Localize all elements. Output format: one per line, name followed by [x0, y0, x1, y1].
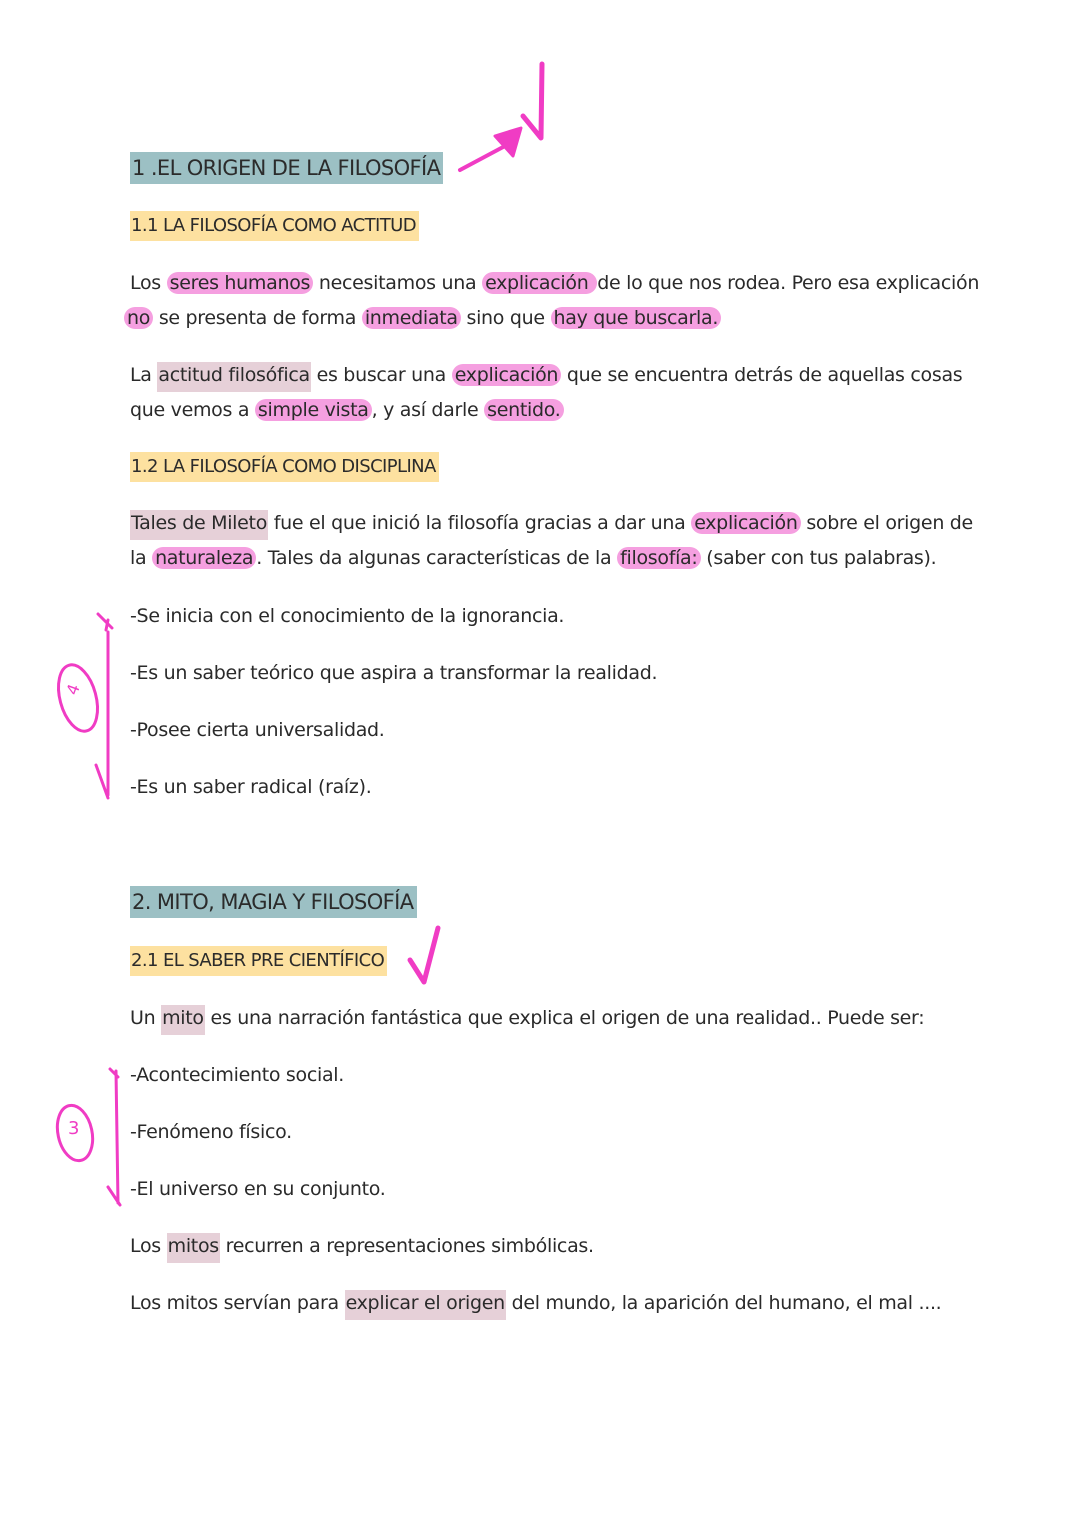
paragraph-line: [130, 506, 973, 541]
text-run: del mundo, la aparición del humano, el mal ....: [505, 1292, 942, 1314]
text-run: recurren a representaciones simbólicas.: [219, 1235, 594, 1257]
text-run: Los: [130, 1235, 167, 1257]
section-2-heading: 2. MITO, MAGIA Y FILOSOFÍA: [130, 886, 417, 918]
highlighted-term: no: [124, 307, 153, 329]
text-run: necesitamos una: [313, 272, 483, 294]
highlighted-term: inmediata: [362, 307, 461, 329]
text-run: sobre el origen de: [800, 512, 973, 534]
highlighted-term: hay que buscarla.: [551, 307, 722, 329]
text-run: es buscar una: [310, 364, 452, 386]
paragraph-line: [130, 1229, 594, 1264]
highlighted-term: mitos: [167, 1233, 220, 1263]
annotation-count-4: 4: [62, 681, 84, 698]
section-1-heading: 1 .EL ORIGEN DE LA FILOSOFÍA: [130, 152, 443, 184]
text-run: Los: [130, 272, 167, 294]
list-item: -Se inicia con el conocimiento de la ignorancia.: [130, 605, 565, 627]
text-run: , y así darle: [371, 399, 485, 421]
highlighted-term: actitud filosófica: [157, 362, 310, 392]
text-run: se presenta de forma: [153, 307, 362, 329]
highlighted-term: simple vista: [255, 399, 372, 421]
list-item: -Es un saber teórico que aspira a transformar la realidad.: [130, 662, 658, 684]
highlighted-term: explicación: [482, 272, 597, 294]
text-run: que se encuentra detrás de aquellas cosas: [561, 364, 963, 386]
text-run: La: [130, 364, 158, 386]
paragraph-line: [130, 358, 962, 393]
highlighted-term: mito: [161, 1005, 205, 1035]
highlighted-term: explicar el origen: [345, 1290, 506, 1320]
text-run: fue el que inició la filosofía gracias a dar una: [268, 512, 692, 534]
paragraph-line: [130, 266, 979, 301]
bracket-annotation-icon: [50, 1065, 125, 1210]
list-item: -El universo en su conjunto.: [130, 1178, 386, 1200]
text-run: de lo que nos rodea. Pero esa explicación: [597, 272, 980, 294]
annotation-count-3: 3: [68, 1118, 80, 1139]
highlighted-term: explicación: [691, 512, 800, 534]
highlighted-term: naturaleza: [152, 547, 256, 569]
arrow-check-annotation-icon: [455, 58, 555, 178]
subsection-1-1-heading: 1.1 LA FILOSOFÍA COMO ACTITUD: [130, 211, 419, 241]
highlighted-term: seres humanos: [167, 272, 314, 294]
paragraph-line: [130, 541, 936, 576]
paragraph-line: [130, 393, 564, 428]
bracket-annotation-icon: [50, 610, 125, 805]
text-run: es una narración fantástica que explica el origen de una realidad.. Puede ser:: [204, 1007, 925, 1029]
paragraph-line: [130, 1001, 924, 1036]
text-run: . Tales da algunas características de la: [256, 547, 618, 569]
highlighted-term: explicación: [452, 364, 561, 386]
check-annotation-icon: [400, 920, 450, 990]
list-item: -Es un saber radical (raíz).: [130, 776, 372, 798]
list-item: -Fenómeno físico.: [130, 1121, 292, 1143]
text-run: sino que: [460, 307, 551, 329]
highlighted-term: Tales de Mileto: [130, 510, 268, 540]
text-run: que vemos a: [130, 399, 255, 421]
list-item: -Acontecimiento social.: [130, 1064, 345, 1086]
text-run: Un: [130, 1007, 162, 1029]
text-run: Los mitos servían para: [130, 1292, 345, 1314]
highlighted-term: sentido.: [484, 399, 563, 421]
highlighted-term: filosofía:: [617, 547, 700, 569]
subsection-2-1-heading: 2.1 EL SABER PRE CIENTÍFICO: [130, 946, 387, 976]
paragraph-line: [124, 301, 721, 336]
text-run: (saber con tus palabras).: [700, 547, 937, 569]
text-run: la: [130, 547, 153, 569]
list-item: -Posee cierta universalidad.: [130, 719, 385, 741]
subsection-1-2-heading: 1.2 LA FILOSOFÍA COMO DISCIPLINA: [130, 452, 439, 482]
paragraph-line: [130, 1286, 941, 1321]
